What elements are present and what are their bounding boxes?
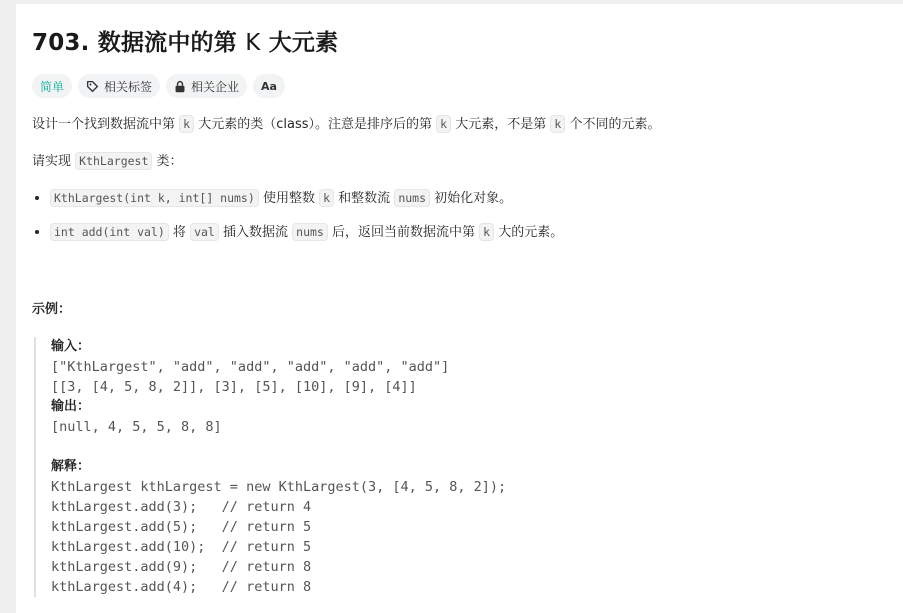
title-prefix: 703. 数据流中的第 xyxy=(32,30,237,56)
input-label: 输入： xyxy=(51,339,91,354)
description-paragraph-1 xyxy=(32,114,887,135)
text: 初始化对象。 xyxy=(434,191,513,206)
example-heading: 示例： xyxy=(32,302,72,317)
related-tags-label: 相关标签 xyxy=(104,79,153,94)
explain-line: KthLargest kthLargest = new KthLargest(3, [4, 5, 8, 2]); xyxy=(51,479,507,495)
text: 类： xyxy=(156,154,183,169)
description-paragraph-2 xyxy=(32,151,887,172)
problem-description-panel xyxy=(16,4,903,613)
lock-icon xyxy=(174,80,186,93)
text: 个不同的元素。 xyxy=(569,117,661,132)
text: 将 xyxy=(172,225,186,240)
text: 大元素的类（class）。注意是排序后的第 xyxy=(198,117,433,132)
input-line: ["KthLargest", "add", "add", "add", "add", "add"] xyxy=(51,359,450,375)
title-suffix: 大元素 xyxy=(268,30,339,56)
inline-code: k xyxy=(436,115,451,133)
text: 后，返回当前数据流中第 xyxy=(332,225,476,240)
tag-icon xyxy=(86,80,99,93)
difficulty-label: 简单 xyxy=(40,79,65,94)
method-list xyxy=(32,188,887,243)
explain-line: kthLargest.add(5); // return 5 xyxy=(51,519,312,535)
inline-code: KthLargest xyxy=(75,152,152,170)
explain-line: kthLargest.add(9); // return 8 xyxy=(51,559,312,575)
list-item xyxy=(50,188,887,209)
explain-line: kthLargest.add(10); // return 5 xyxy=(51,539,312,555)
difficulty-badge xyxy=(32,74,72,98)
inline-code: k xyxy=(319,189,334,207)
list-item xyxy=(50,222,887,243)
inline-code: nums xyxy=(292,223,328,241)
output-label: 输出： xyxy=(51,399,91,414)
explain-label: 解释： xyxy=(51,459,91,474)
font-size-button[interactable] xyxy=(253,74,285,98)
text: 大的元素。 xyxy=(498,225,564,240)
inline-code: k xyxy=(479,223,494,241)
explain-line: kthLargest.add(3); // return 4 xyxy=(51,499,312,515)
related-companies-button[interactable] xyxy=(166,74,247,98)
example-block xyxy=(34,337,887,597)
text: 请实现 xyxy=(32,154,72,169)
text: 和整数流 xyxy=(338,191,391,206)
inline-code: nums xyxy=(394,189,430,207)
output-line: [null, 4, 5, 5, 8, 8] xyxy=(51,419,222,435)
text: 大元素，不是第 xyxy=(455,117,547,132)
spacer xyxy=(51,437,887,457)
inline-code: int add(int val) xyxy=(50,223,169,241)
related-tags-button[interactable] xyxy=(78,74,160,98)
text: 设计一个找到数据流中第 xyxy=(32,117,176,132)
problem-title[interactable] xyxy=(32,24,887,57)
inline-code: val xyxy=(190,223,219,241)
inline-code: k xyxy=(179,115,194,133)
inline-code: k xyxy=(550,115,565,133)
title-k: K xyxy=(245,30,261,56)
font-size-icon: Aa xyxy=(261,79,277,93)
text: 使用整数 xyxy=(262,191,315,206)
explain-line: kthLargest.add(4); // return 8 xyxy=(51,579,312,595)
problem-content xyxy=(32,114,887,597)
related-companies-label: 相关企业 xyxy=(191,79,240,94)
tag-bar xyxy=(32,74,887,98)
inline-code: KthLargest(int k, int[] nums) xyxy=(50,189,259,207)
input-line: [[3, [4, 5, 8, 2]], [3], [5], [10], [9], [4]] xyxy=(51,379,417,395)
text: 插入数据流 xyxy=(223,225,289,240)
